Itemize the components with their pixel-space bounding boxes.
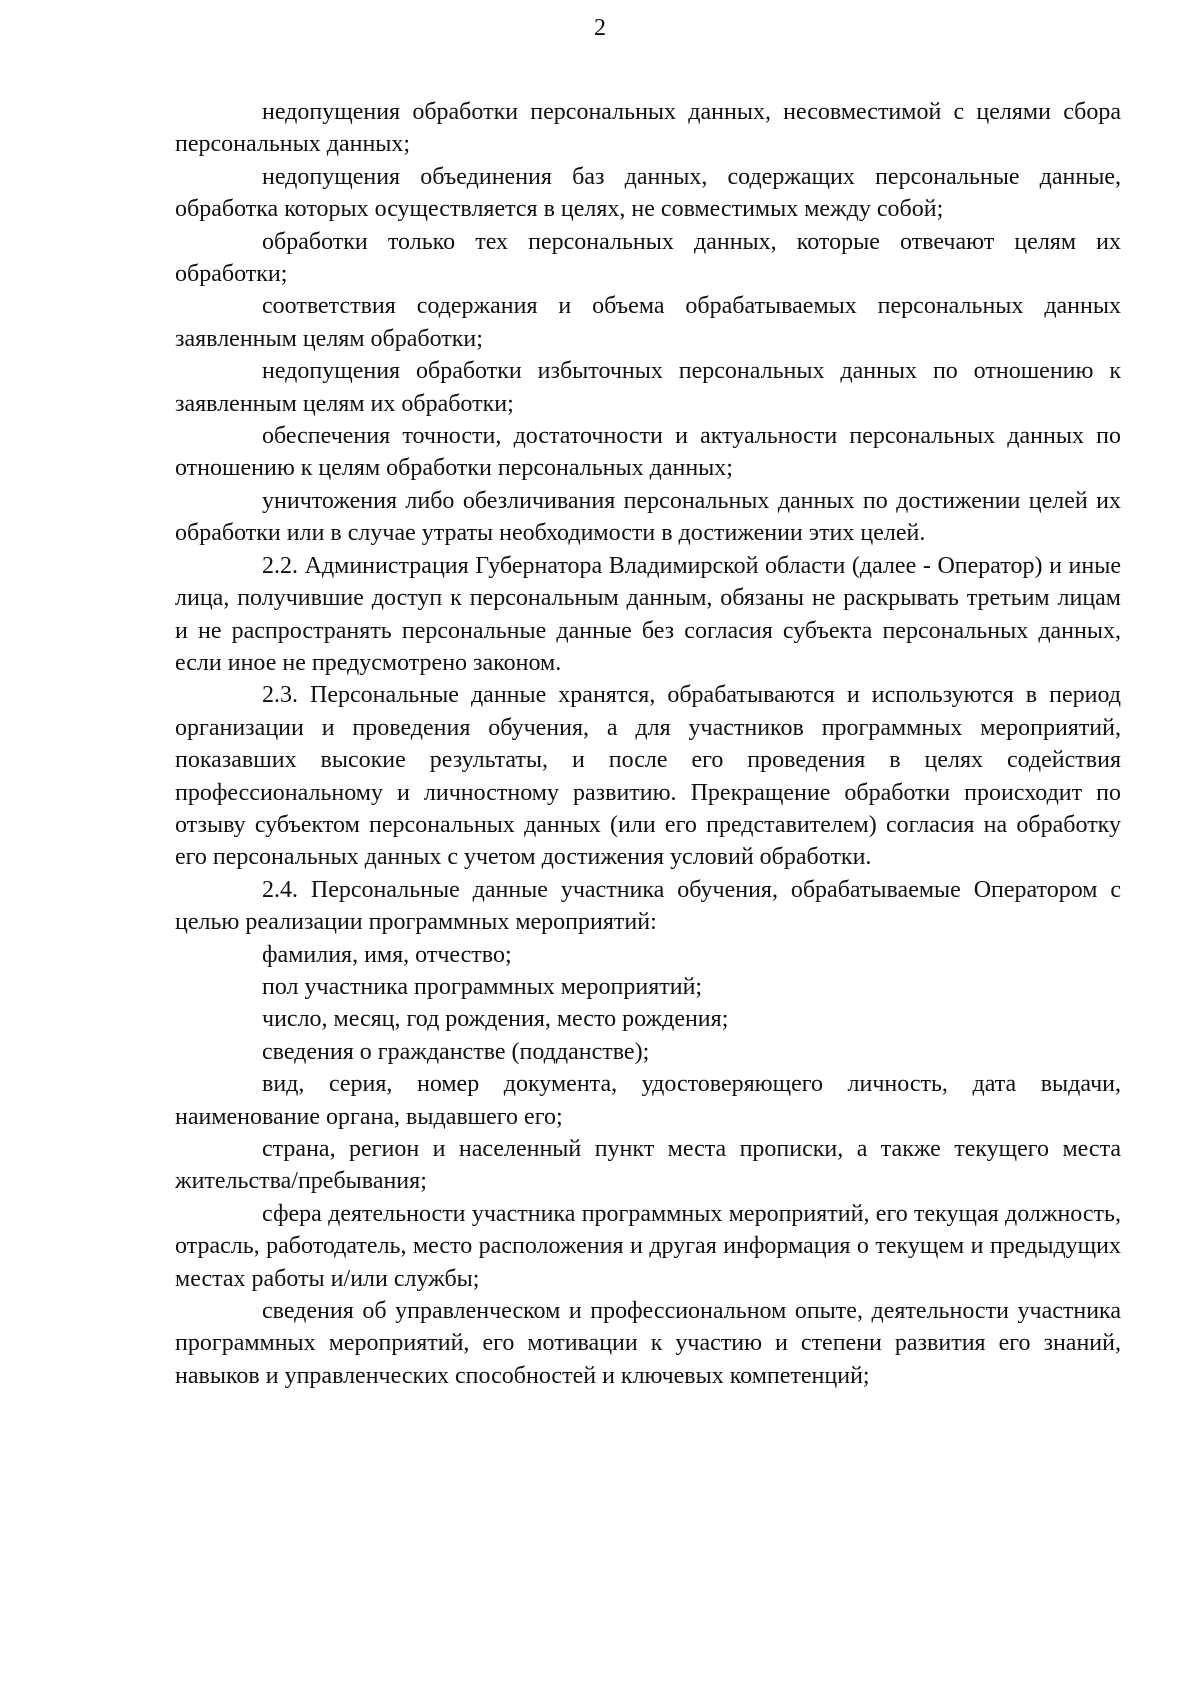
list-item: вид, серия, номер документа, удостоверяющего личность, дата выдачи, наименование органа, выдавшего его; (175, 1071, 1121, 1130)
list-item: пол участника программных мероприятий; (262, 973, 703, 1000)
section-2-2-paragraph: 2.2. Администрация Губернатора Владимирской области (далее - Оператор) и иные лица, получившие доступ к персональным данным, обязаны не раскрывать третьим лицам и не распространять персональные данные без согласия субъекта персональных данных, если иное не предусмотрено законом. (175, 552, 1121, 676)
paragraph: обработки только тех персональных данных, которые отвечают целям их обработки; (175, 228, 1121, 288)
section-2-3-paragraph: 2.3. Персональные данные хранятся, обрабатываются и используются в период организации и проведения обучения, а для участников программных мероприятий, показавших высокие результаты, и после его проведения в целях содействия профессиональному и личностному развитию. Прекращение обработки происходит по отзыву субъектом персональных данных (или его представителем) согласия на обработку его персональных данных с учетом достижения условий обработки. (175, 682, 1121, 871)
list-item: сфера деятельности участника программных мероприятий, его текущая должность, отрасль, работодатель, место расположения и другая информация о текущем и предыдущих местах работы и/или службы; (175, 1200, 1121, 1292)
paragraph: недопущения объединения баз данных, содержащих персональные данные, обработка которых осуществляется в целях, не совместимых между собой; (175, 163, 1121, 223)
list-item: число, месяц, год рождения, место рождения; (262, 1006, 729, 1033)
paragraph: недопущения обработки избыточных персональных данных по отношению к заявленным целям их обработки; (175, 358, 1121, 417)
paragraph: уничтожения либо обезличивания персональных данных по достижении целей их обработки или в случае утраты необходимости в достижении этих целей. (175, 487, 1121, 547)
paragraph: недопущения обработки персональных данных, несовместимой с целями сбора персональных данных; (175, 99, 1121, 158)
paragraph: обеспечения точности, достаточности и актуальности персональных данных по отношению к целям обработки персональных данных; (175, 423, 1121, 482)
paragraph: соответствия содержания и объема обрабатываемых персональных данных заявленным целям обработки; (175, 293, 1121, 352)
list-item: сведения о гражданстве (подданстве); (262, 1038, 650, 1065)
section-2-4-paragraph: 2.4. Персональные данные участника обучения, обрабатываемые Оператором с целью реализации программных мероприятий: (175, 876, 1121, 936)
list-item: страна, регион и населенный пункт места прописки, а также текущего места жительства/пребывания; (175, 1136, 1121, 1195)
document-body (175, 96, 1121, 1392)
list-item: фамилия, имя, отчество; (262, 941, 512, 968)
page-number: 2 (594, 15, 606, 41)
list-item: сведения об управленческом и профессиональном опыте, деятельности участника программных мероприятий, его мотивации к участию и степени развития его знаний, навыков и управленческих способностей и ключевых компетенций; (175, 1298, 1121, 1389)
